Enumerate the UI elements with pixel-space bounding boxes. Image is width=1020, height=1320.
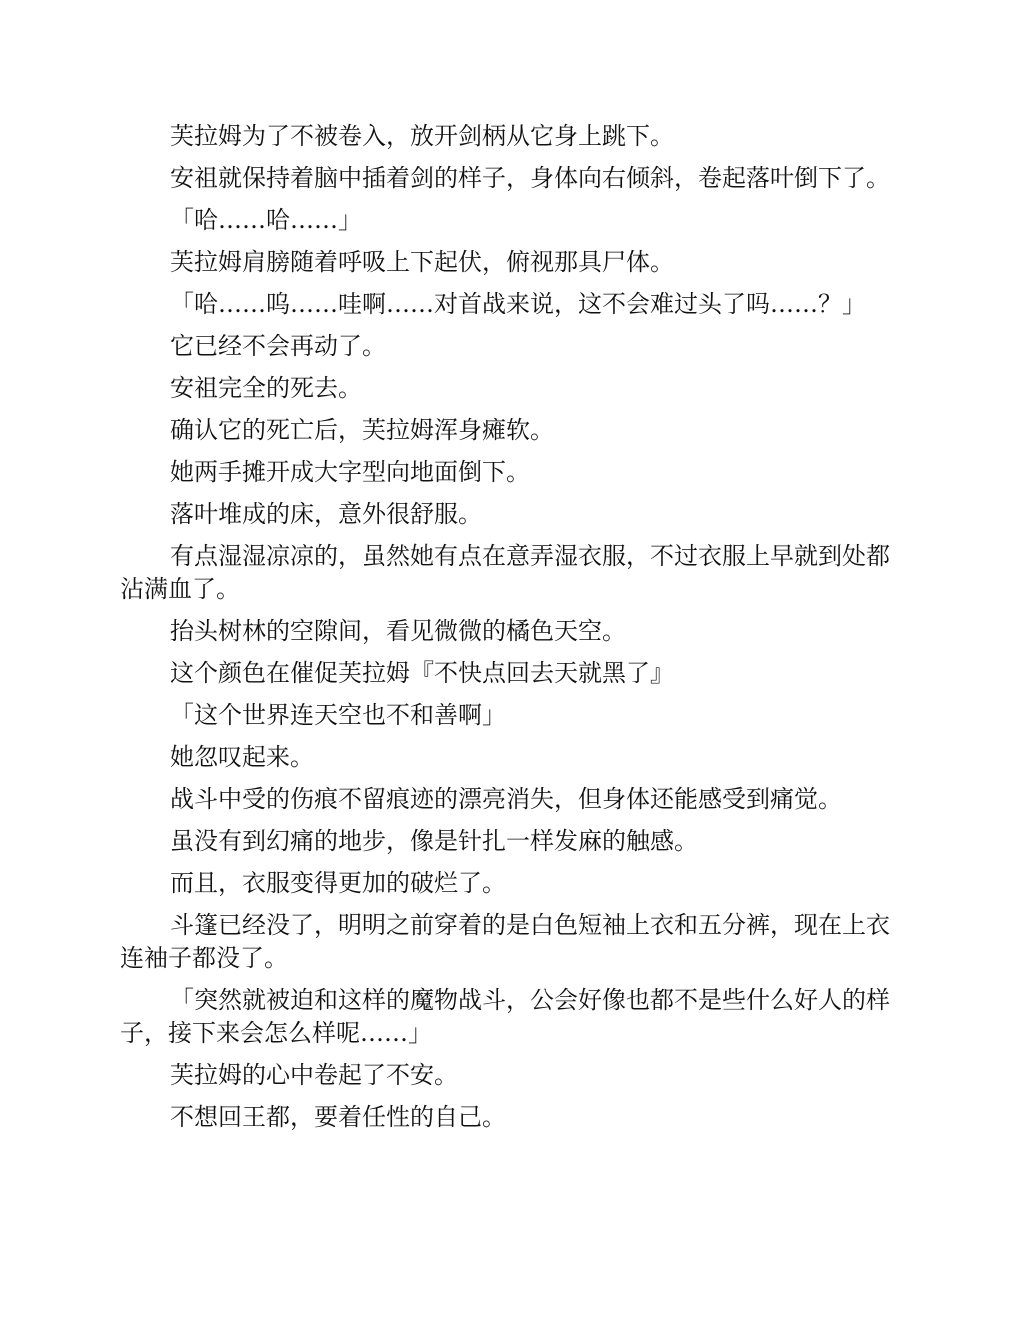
paragraph: 芙拉姆为了不被卷入，放开剑柄从它身上跳下。: [170, 122, 674, 150]
paragraph: 「哈……呜……哇啊……对首战来说，这不会难过头了吗……？」: [170, 290, 866, 318]
paragraph: 它已经不会再动了。: [170, 332, 386, 360]
paragraph: 而且，衣服变得更加的破烂了。: [170, 869, 506, 897]
paragraph: 「这个世界连天空也不和善啊」: [170, 701, 506, 729]
paragraph: 战斗中受的伤痕不留痕迹的漂亮消失，但身体还能感受到痛觉。: [170, 785, 842, 813]
paragraph: 她忽叹起来。: [170, 743, 314, 771]
paragraph: 安祖完全的死去。: [170, 374, 362, 402]
paragraph: 安祖就保持着脑中插着剑的样子，身体向右倾斜，卷起落叶倒下了。: [170, 164, 890, 192]
paragraph: 「突然就被迫和这样的魔物战斗，公会好像也都不是些什么好人的样子，接下来会怎么样呢……」: [120, 986, 890, 1047]
paragraph: 不想回王都，要着任性的自己。: [170, 1103, 506, 1131]
paragraph: 抬头树林的空隙间，看见微微的橘色天空。: [170, 617, 626, 645]
paragraph: 虽没有到幻痛的地步，像是针扎一样发麻的触感。: [170, 827, 698, 855]
paragraph: 芙拉姆的心中卷起了不安。: [170, 1061, 458, 1089]
paragraph: 这个颜色在催促芙拉姆『不快点回去天就黑了』: [170, 659, 674, 687]
paragraph: 有点湿湿凉凉的，虽然她有点在意弄湿衣服，不过衣服上早就到处都沾满血了。: [120, 542, 890, 603]
paragraph: 确认它的死亡后，芙拉姆浑身瘫软。: [170, 416, 554, 444]
paragraph: 芙拉姆肩膀随着呼吸上下起伏，俯视那具尸体。: [170, 248, 674, 276]
paragraph: 她两手摊开成大字型向地面倒下。: [170, 458, 530, 486]
paragraph: 「哈……哈……」: [170, 206, 362, 234]
paragraph: 落叶堆成的床，意外很舒服。: [170, 500, 482, 528]
paragraph: 斗篷已经没了，明明之前穿着的是白色短袖上衣和五分裤，现在上衣连袖子都没了。: [120, 911, 890, 972]
document-page: [120, 120, 900, 1143]
